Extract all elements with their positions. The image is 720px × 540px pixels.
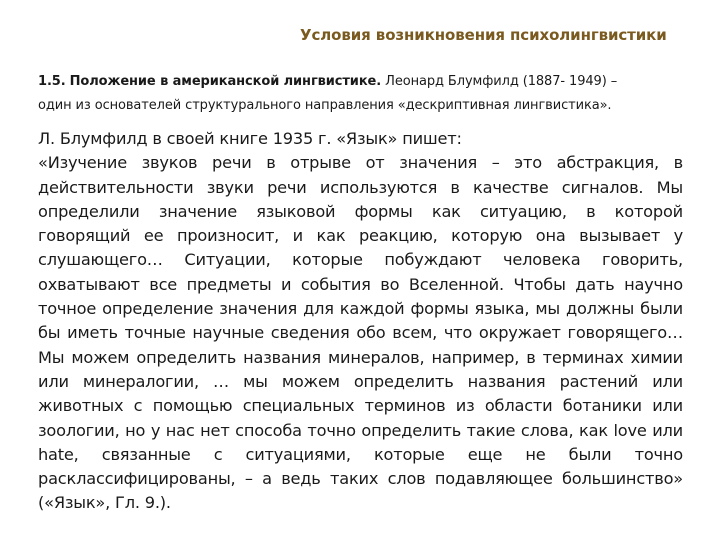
body-line: говорящий ее произносит, и как реакцию, которую она вызывает у: [38, 226, 683, 246]
body-line: или минералогии, … мы можем определить названия растений или: [38, 371, 683, 391]
intro-line-2: один из основателей структурального направления «дескриптивная лингвистика».: [38, 98, 612, 113]
body-line: зоологии, но у нас нет способа точно определить такие слова, как love или: [38, 420, 683, 440]
body-line: Л. Блумфилд в своей книге 1935 г. «Язык» пишет:: [38, 129, 462, 148]
body-line: слушающего… Ситуации, которые побуждают человека говорить,: [38, 250, 683, 270]
body-line: точное определение значения для каждой формы языка, мы должны были: [38, 299, 683, 319]
body-line: («Язык», Гл. 9.).: [38, 493, 171, 513]
quote-body: [38, 127, 683, 516]
section-heading: Положение в американской лингвистике.: [69, 74, 382, 89]
body-line: расклассифицированы, – а ведь таких слов подавляющее большинство»: [38, 469, 683, 489]
body-line: «Изучение звуков речи в отрыве от значения – это абстракция, в: [38, 153, 683, 173]
intro-line-1-rest: Леонард Блумфилд (1887- 1949) –: [385, 74, 618, 89]
slide-title: Условия возникновения психолингвистики: [300, 26, 667, 44]
body-line: hate, связанные с ситуациями, которые еще не были точно: [38, 444, 683, 464]
body-line: определили значение языковой формы как ситуацию, в которой: [38, 201, 683, 221]
intro-paragraph: [38, 70, 688, 118]
section-number: 1.5.: [38, 74, 66, 89]
body-line: животных с помощью специальных терминов из области ботаники или: [38, 396, 683, 416]
intro-line-1: [38, 70, 688, 94]
body-line: охватывают все предметы и события во Вселенной. Чтобы дать научно: [38, 274, 683, 294]
body-line: бы иметь точные научные сведения обо всем, что окружает говорящего…: [38, 323, 683, 343]
body-line: Мы можем определить названия минералов, например, в терминах химии: [38, 347, 683, 367]
body-line: действительности звуки речи используются в качестве сигналов. Мы: [38, 177, 683, 197]
